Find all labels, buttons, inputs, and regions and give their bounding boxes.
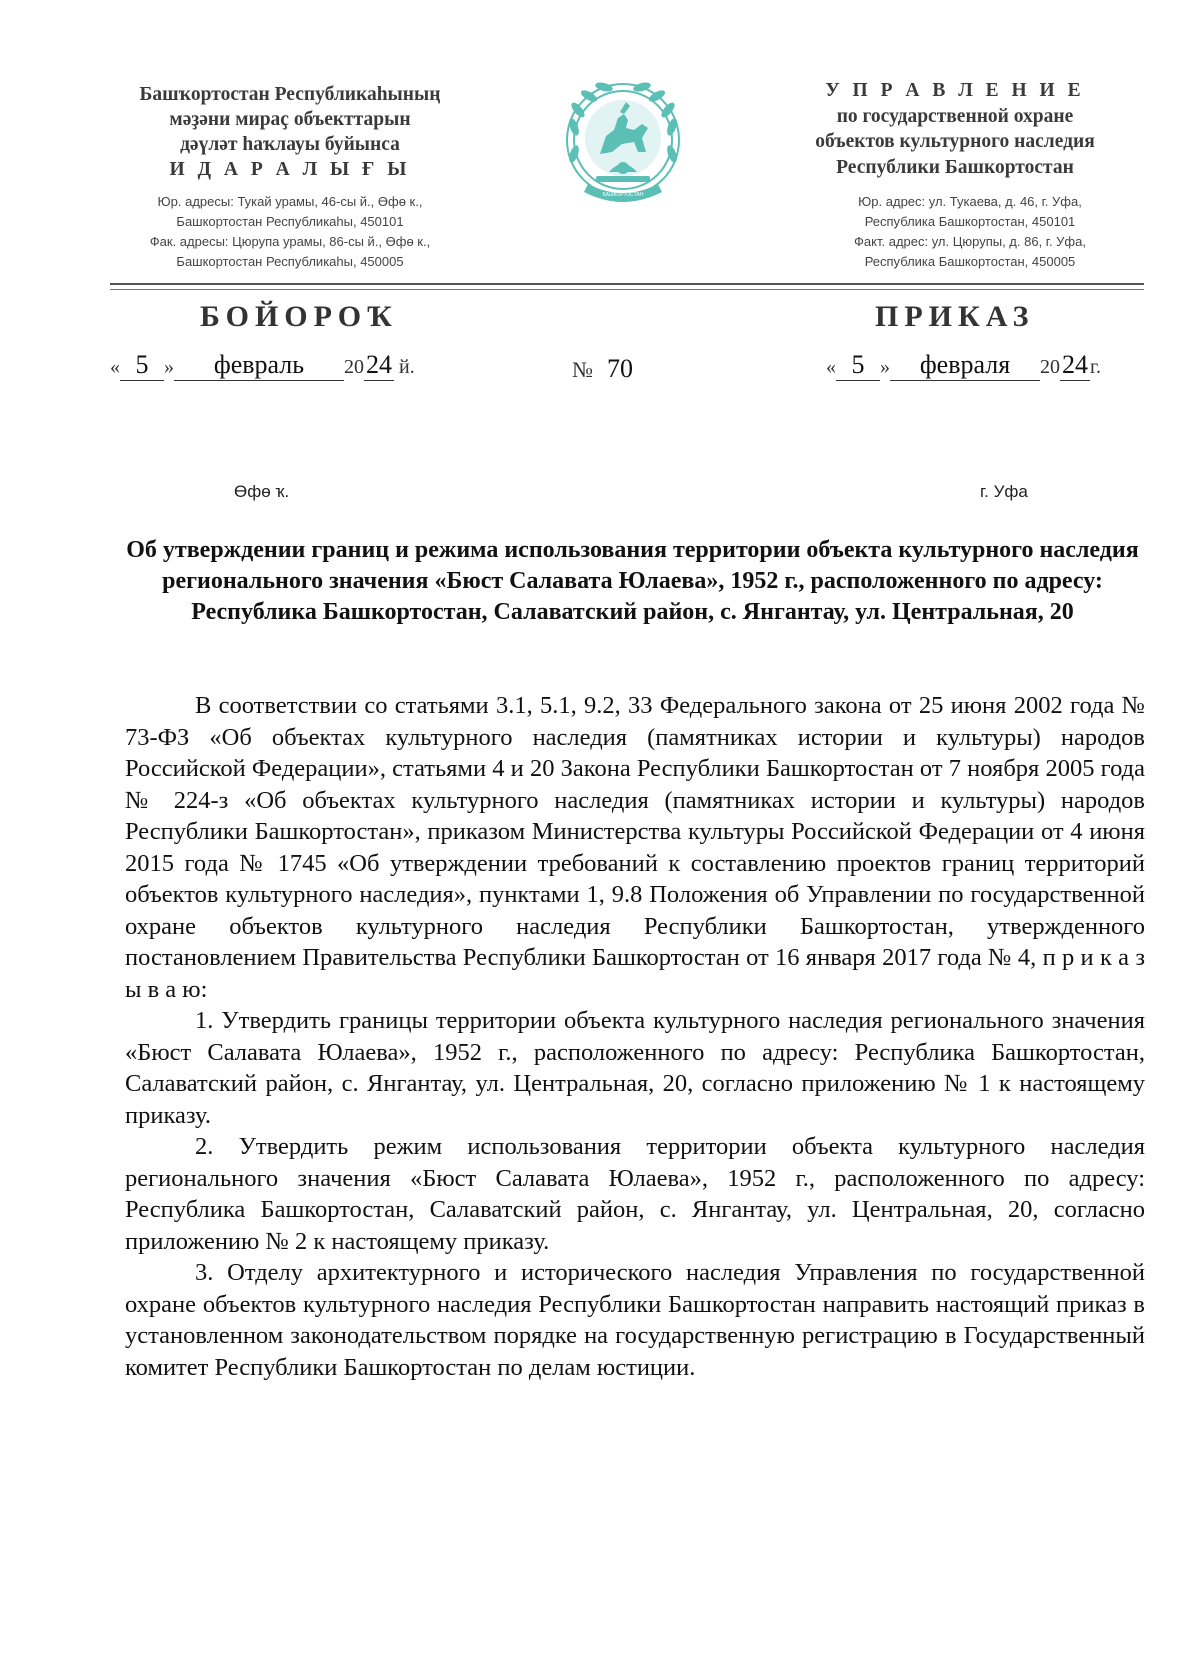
bashkortostan-emblem-icon [562, 72, 684, 210]
date-ba-year-mark: й. [399, 356, 415, 378]
emblem-graphic [562, 72, 684, 210]
header-ru-organization [770, 78, 1140, 180]
order-number-label: № [572, 357, 593, 382]
header-ru-line-1: У П Р А В Л Е Н И Е [825, 80, 1085, 101]
city-ba: Өфө ҡ. [234, 482, 290, 501]
header-ba-address-line: Башкортостан Республикаһы, 450005 [176, 254, 404, 269]
order-number-value: 70 [607, 354, 633, 383]
date-ru-open-quote: « [826, 356, 836, 378]
body-paragraph-item-3: 3. Отделу архитектурного и исторического наследия Управления по государственной охране объектов культурного наследия Республики Башкортостан направить настоящий приказ в установленном законодательством порядке на государственную регистрацию в Государственный комитет Республики Башкортостан по делам юстиции. [125, 1259, 1145, 1381]
date-ru-month: февраля [890, 350, 1040, 381]
date-ba-month: февраль [174, 350, 344, 381]
header-ba-address-line: Башкортостан Республикаһы, 450101 [176, 214, 404, 229]
date-ba-open-quote: « [110, 356, 120, 378]
date-ba [110, 350, 415, 381]
header-divider-thick [110, 283, 1144, 285]
date-ru [826, 350, 1101, 381]
header-ba-line-1: Башҡортостан Республикаһының [139, 84, 441, 105]
header-ba-line-3: дәүләт һаҡлауы буйынса [180, 134, 400, 155]
header-ru-address-line: Юр. адрес: ул. Тукаева, д. 46, г. Уфа, [858, 194, 1082, 209]
document-title: Об утверждении границ и режима использования территории объекта культурного наследия регионального значения «Бюст Салавата Юлаева», 1952 г., расположенного по адресу: Республика Башкортостан, Салаватский район, с. Янгантау, ул. Центральная, 20 [126, 537, 1139, 625]
header-ba-organization [110, 82, 470, 182]
date-ru-year-suffix: 24 [1062, 350, 1088, 379]
date-ba-day: 5 [120, 350, 164, 381]
doc-type-ru: ПРИКАЗ [875, 300, 1035, 333]
header-ru-address-line: Факт. адрес: ул. Цюрупы, д. 86, г. Уфа, [854, 234, 1086, 249]
date-ba-year-prefix: 20 [344, 356, 364, 378]
date-ru-year-prefix: 20 [1040, 356, 1060, 378]
city-ru: г. Уфа [980, 482, 1028, 501]
date-ru-day: 5 [836, 350, 880, 381]
header-ru-line-2: по государственной охране [836, 105, 1074, 127]
date-ru-year-mark: г. [1090, 356, 1101, 378]
body-paragraph-item-1: 1. Утвердить границы территории объекта культурного наследия регионального значения «Бюст Салавата Юлаева», 1952 г., расположенного по адресу: Республика Башкортостан, Салаватский район, с. Янгантау, ул. Центральная, 20, согласно приложению № 1 к настоящему приказу. [125, 1007, 1145, 1129]
header-divider-thin [110, 289, 1144, 290]
header-ba-line-2: мәҙәни мираҫ объекттарын [169, 109, 411, 130]
doc-type-ba: БОЙОРОҠ [200, 300, 398, 333]
header-ba-address [120, 192, 460, 272]
header-ru-address-line: Республика Башкортостан, 450005 [864, 254, 1076, 269]
header-ru-line-3: объектов культурного наследия [815, 131, 1095, 152]
header-ru-line-4: Республики Башкортостан [836, 156, 1074, 178]
date-ba-year-suffix: 24 [366, 350, 392, 379]
header-ba-address-line: Юр. адресы: Тукай урамы, 46-сы й., Өфө к., [157, 194, 423, 209]
header-ru-address [800, 192, 1140, 272]
header-ru-address-line: Республика Башкортостан, 450101 [864, 214, 1076, 229]
header-ba-line-4: И Д А Р А Л Ы Ғ Ы [169, 159, 411, 180]
document-body [125, 690, 1145, 1383]
date-ba-close-quote: » [164, 356, 174, 378]
date-ru-close-quote: » [880, 356, 890, 378]
order-number [572, 354, 633, 384]
emblem-ribbon-label: БАШКОРТОСТАН [602, 192, 644, 198]
header-ba-address-line: Фак. адресы: Цюрупа урамы, 86-сы й., Өфө к., [149, 234, 431, 249]
body-paragraph-item-2: 2. Утвердить режим использования территории объекта культурного наследия регионального значения «Бюст Салавата Юлаева», 1952 г., расположенного по адресу: Республика Башкортостан, Салаватский район, с. Янгантау, ул. Центральная, 20, согласно приложению № 2 к настоящему приказу. [125, 1133, 1145, 1255]
body-paragraph-preamble: В соответствии со статьями 3.1, 5.1, 9.2, 33 Федерального закона от 25 июня 2002 года № 73-ФЗ «Об объектах культурного наследия (памятниках истории и культуры) народов Российской Федерации», статьями 4 и 20 Закона Республики Башкортостан от 7 ноября 2005 года № 224-з «Об объектах культурного наследия (памятниках истории и культуры) народов Республики Башкортостан», приказом Министерства культуры Российской Федерации от 4 июня 2015 года № 1745 «Об утверждении требований к составлению проектов границ территорий объектов культурного наследия», пунктами 1, 9.8 Положения об Управлении по государственной охране объектов культурного наследия Республики Башкортостан, утвержденного постановлением Правительства Республики Башкортостан от 16 января 2017 года № 4, п р и к а з ы в а ю: [125, 692, 1145, 1003]
